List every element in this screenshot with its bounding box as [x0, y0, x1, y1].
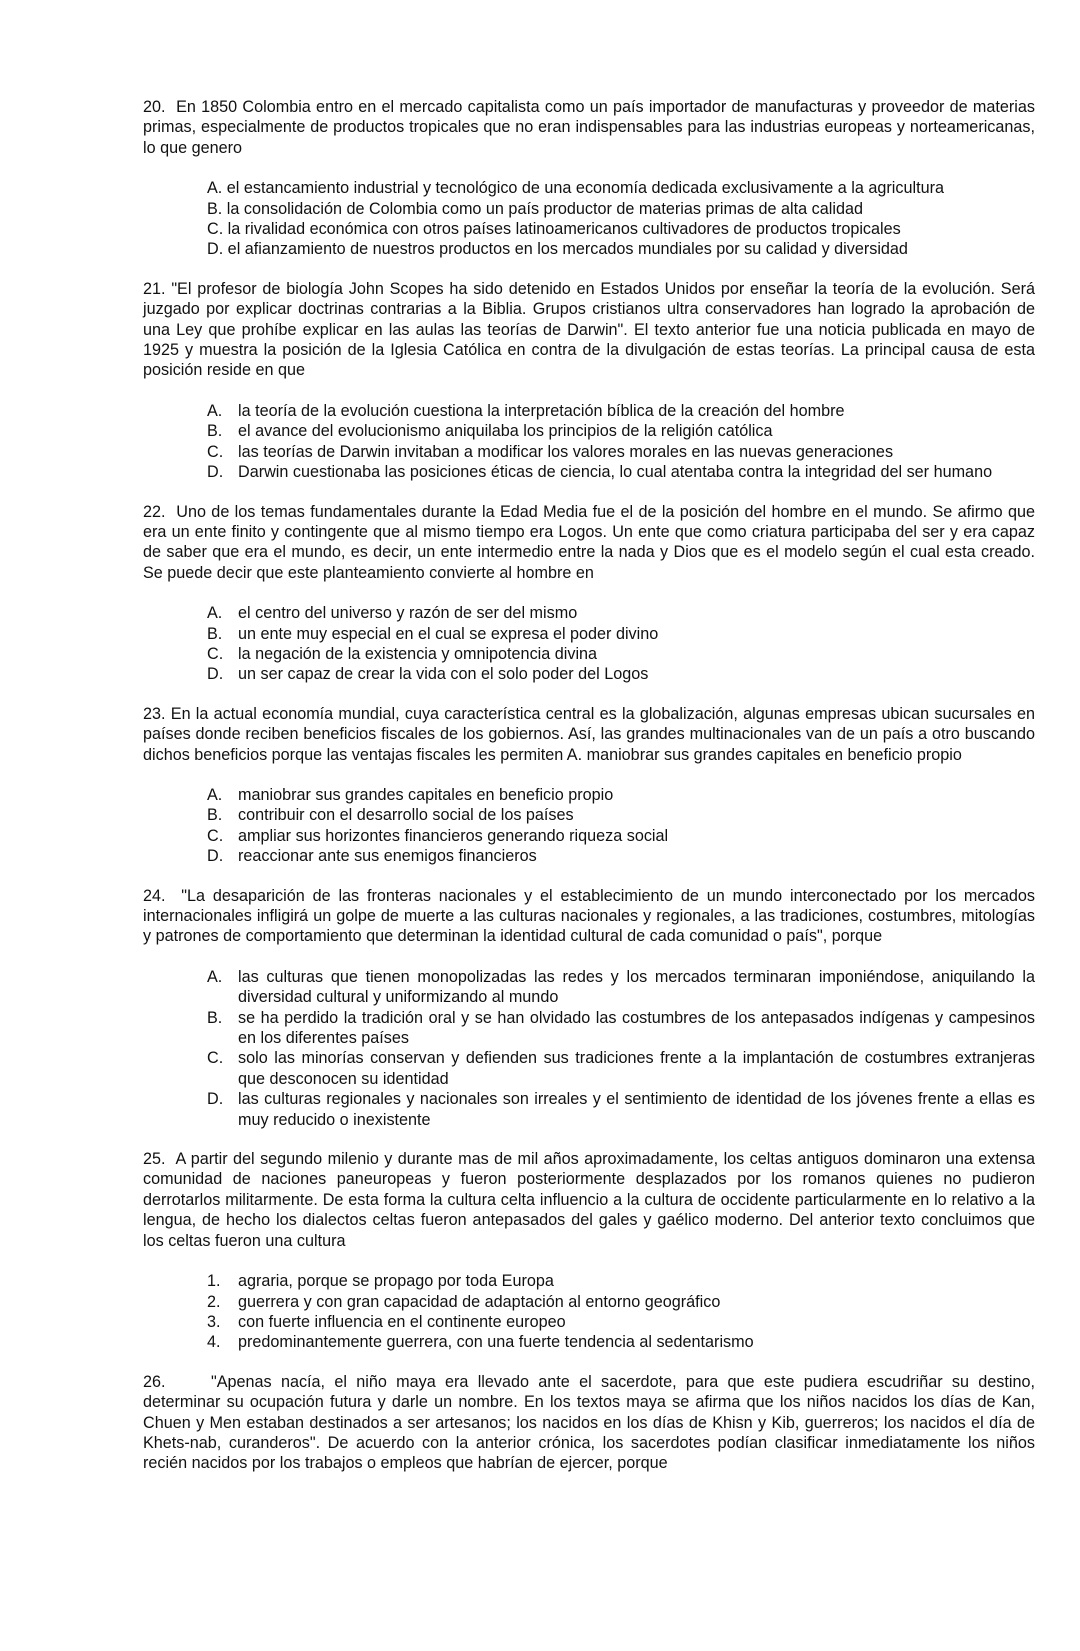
answer-option-d: D. el afianzamiento de nuestros productos en los mercados mundiales por su calidad y diversidad	[207, 240, 908, 259]
answer-option-d	[207, 462, 1035, 482]
answer-option-b: B. la consolidación de Colombia como un país productor de materias primas de alta calidad	[207, 199, 863, 218]
option-text: las culturas que tienen monopolizadas las redes y los mercados terminaran imponiéndose, aniquilando la diversidad cultural y uniformizando al mundo	[238, 967, 1035, 1007]
answer-option-b	[207, 624, 1035, 644]
question-number: 21.	[143, 279, 166, 298]
option-text: un ente muy especial en el cual se expresa el poder divino	[238, 624, 659, 643]
question-number: 26.	[143, 1372, 166, 1391]
answer-option-2	[207, 1292, 1035, 1312]
question-23	[143, 704, 1035, 867]
option-letter: D.	[207, 1090, 224, 1109]
answer-options	[143, 1271, 1035, 1353]
question-25	[143, 1149, 1035, 1353]
option-letter: A.	[207, 967, 223, 986]
question-number: 20.	[143, 98, 166, 116]
answer-option-a	[207, 603, 1035, 623]
answer-options	[143, 603, 1035, 685]
question-stem	[143, 704, 1035, 765]
question-stem	[143, 97, 1035, 158]
option-letter: 3.	[207, 1312, 221, 1331]
option-letter: B.	[207, 624, 223, 643]
option-text: guerrera y con gran capacidad de adaptación al entorno geográfico	[238, 1292, 721, 1311]
question-stem	[143, 886, 1035, 947]
question-26	[143, 1372, 1035, 1474]
option-letter: C.	[207, 826, 224, 845]
option-letter: C.	[207, 1049, 224, 1068]
question-text: En 1850 Colombia entro en el mercado capitalista como un país importador de manufacturas y proveedor de materias primas, especialmente de productos tropicales que no eran indispensables para las industrias europeas y norteamericanas, lo que genero	[143, 98, 1035, 157]
question-number: 25.	[143, 1150, 166, 1169]
question-number: 23.	[143, 704, 166, 723]
option-text: reaccionar ante sus enemigos financieros	[238, 847, 537, 866]
answer-option-c	[207, 644, 1035, 664]
option-letter: B.	[207, 422, 223, 441]
option-text: predominantemente guerrera, con una fuerte tendencia al sedentarismo	[238, 1333, 754, 1352]
answer-option-c	[207, 442, 1035, 462]
question-stem	[143, 1149, 1035, 1251]
answer-option-a: A. el estancamiento industrial y tecnológico de una economía dedicada exclusivamente a la agricultura	[207, 179, 944, 198]
option-text: se ha perdido la tradición oral y se han olvidado las costumbres de los antepasados indígenas y campesinos en los diferentes países	[238, 1008, 1035, 1048]
option-letter: A.	[207, 401, 223, 420]
answer-option-1	[207, 1271, 1035, 1291]
question-24	[143, 886, 1035, 1130]
question-stem	[143, 1372, 1035, 1474]
answer-option-a	[207, 967, 1035, 1008]
option-text: con fuerte influencia en el continente europeo	[238, 1312, 566, 1331]
answer-option-a	[207, 401, 1035, 421]
question-number: 22.	[143, 502, 166, 521]
option-letter: D.	[207, 847, 224, 866]
option-letter: 4.	[207, 1333, 221, 1352]
option-letter: A.	[207, 785, 223, 804]
option-text: Darwin cuestionaba las posiciones éticas de ciencia, lo cual atentaba contra la integridad del ser humano	[238, 463, 993, 482]
exam-page	[143, 97, 1035, 1493]
option-letter: 2.	[207, 1292, 221, 1311]
option-letter: D.	[207, 463, 224, 482]
question-21	[143, 279, 1035, 483]
question-number: 24.	[143, 886, 166, 905]
question-20	[143, 97, 1035, 260]
option-letter: B.	[207, 1008, 223, 1027]
answer-option-3	[207, 1312, 1035, 1332]
answer-option-b	[207, 1008, 1035, 1049]
option-text: ampliar sus horizontes financieros generando riqueza social	[238, 826, 669, 845]
question-text: "Apenas nacía, el niño maya era llevado ante el sacerdote, para que este pudiera escudriñar su destino, determinar su ocupación futura y darle un nombre. En los textos maya se afirma que los niños nacidos los días de Kan, Chuen y Men estaban destinados a ser artesanos; los nacidos en los días de Khisn y Kib, guerreros; los nacidos el día de Khets-nab, curanderos". De acuerdo con la anterior crónica, los sacerdotes podían clasificar inmediatamente los niños recién nacidos por los trabajos o empleos que habrían de ejercer, porque	[143, 1372, 1035, 1473]
answer-option-b	[207, 421, 1035, 441]
option-text: el centro del universo y razón de ser del mismo	[238, 604, 578, 623]
option-text: un ser capaz de crear la vida con el solo poder del Logos	[238, 665, 649, 684]
answer-option-b	[207, 805, 1035, 825]
option-letter: A.	[207, 604, 223, 623]
option-text: las culturas regionales y nacionales son irreales y el sentimiento de identidad de los jóvenes frente a ellas es muy reducido o inexistente	[238, 1090, 1035, 1129]
option-text: agraria, porque se propago por toda Europa	[238, 1272, 554, 1291]
answer-option-c: C. la rivalidad económica con otros países latinoamericanos cultivadores de productos tropicales	[207, 220, 901, 239]
option-letter: C.	[207, 442, 224, 461]
answer-options	[143, 178, 1035, 260]
answer-options	[143, 967, 1035, 1130]
answer-option-a	[207, 785, 1035, 805]
question-text: "El profesor de biología John Scopes ha sido detenido en Estados Unidos por enseñar la teoría de la evolución. Será juzgado por explicar doctrinas contrarias a la Biblia. Grupos cristianos ultra conservadores han logrado la aprobación de una Ley que prohíbe explicar en las aulas las teorías de Darwin". El texto anterior fue una noticia publicada en mayo de 1925 y muestra la posición de la Iglesia Católica en contra de la divulgación de estas teorías. La principal causa de esta posición reside en que	[143, 279, 1035, 380]
question-text: En la actual economía mundial, cuya característica central es la globalización, algunas empresas ubican sucursales en países donde reciben beneficios fiscales de los gobiernos. Así, las grandes multinacionales van de un país a otro buscando dichos beneficios porque las ventajas fiscales les permiten A. maniobrar sus grandes capitales en beneficio propio	[143, 704, 1035, 764]
option-text: la teoría de la evolución cuestiona la interpretación bíblica de la creación del hombre	[238, 401, 845, 420]
question-text: "La desaparición de las fronteras nacionales y el establecimiento de un mundo interconectado por los mercados internacionales infligirá un golpe de muerte a las culturas nacionales y regionales, a las tradiciones, costumbres, mitologías y patrones de comportamiento que determinan la identidad cultural de cada comunidad o país", porque	[143, 886, 1035, 946]
option-letter: C.	[207, 644, 224, 663]
option-text: la negación de la existencia y omnipotencia divina	[238, 644, 598, 663]
option-text: las teorías de Darwin invitaban a modificar los valores morales en las nuevas generaciones	[238, 442, 894, 461]
option-letter: B.	[207, 806, 223, 825]
answer-option-d	[207, 664, 1035, 684]
question-stem	[143, 502, 1035, 584]
option-text: solo las minorías conservan y defienden sus tradiciones frente a la implantación de costumbres extranjeras que desconocen su identidad	[238, 1049, 1035, 1088]
option-letter: D.	[207, 665, 224, 684]
answer-options	[143, 401, 1035, 483]
question-text: A partir del segundo milenio y durante mas de mil años aproximadamente, los celtas antiguos dominaron una extensa comunidad de naciones paneuropeas y fueron posteriormente desplazados por los romanos quienes no pudieron derrotarlos militarmente. De esta forma la cultura celta influencio a la cultura de occidente particularmente en lo relativo a la lengua, de hecho los dialectos celtas fueron antepasados del gales y gaélico moderno. Del anterior texto concluimos que los celtas fueron una cultura	[143, 1150, 1035, 1250]
option-text: contribuir con el desarrollo social de los países	[238, 806, 574, 825]
question-text: Uno de los temas fundamentales durante la Edad Media fue el de la posición del hombre en el mundo. Se afirmo que era un ente finito y contingente que al mismo tiempo era Logos. Un ente que como criatura participaba del ser y era capaz de saber que era el mundo, es decir, un ente intermedio entre la nada y Dios que es el modelo según el cual esta creado. Se puede decir que este planteamiento convierte al hombre en	[143, 502, 1035, 582]
option-text: el avance del evolucionismo aniquilaba los principios de la religión católica	[238, 422, 773, 441]
question-stem	[143, 279, 1035, 381]
answer-option-d	[207, 1089, 1035, 1130]
answer-option-c	[207, 826, 1035, 846]
option-text: maniobrar sus grandes capitales en beneficio propio	[238, 785, 614, 804]
answer-option-4	[207, 1332, 1035, 1352]
answer-option-d	[207, 846, 1035, 866]
option-letter: 1.	[207, 1272, 221, 1291]
question-22	[143, 502, 1035, 685]
answer-option-c	[207, 1048, 1035, 1089]
answer-options	[143, 785, 1035, 867]
